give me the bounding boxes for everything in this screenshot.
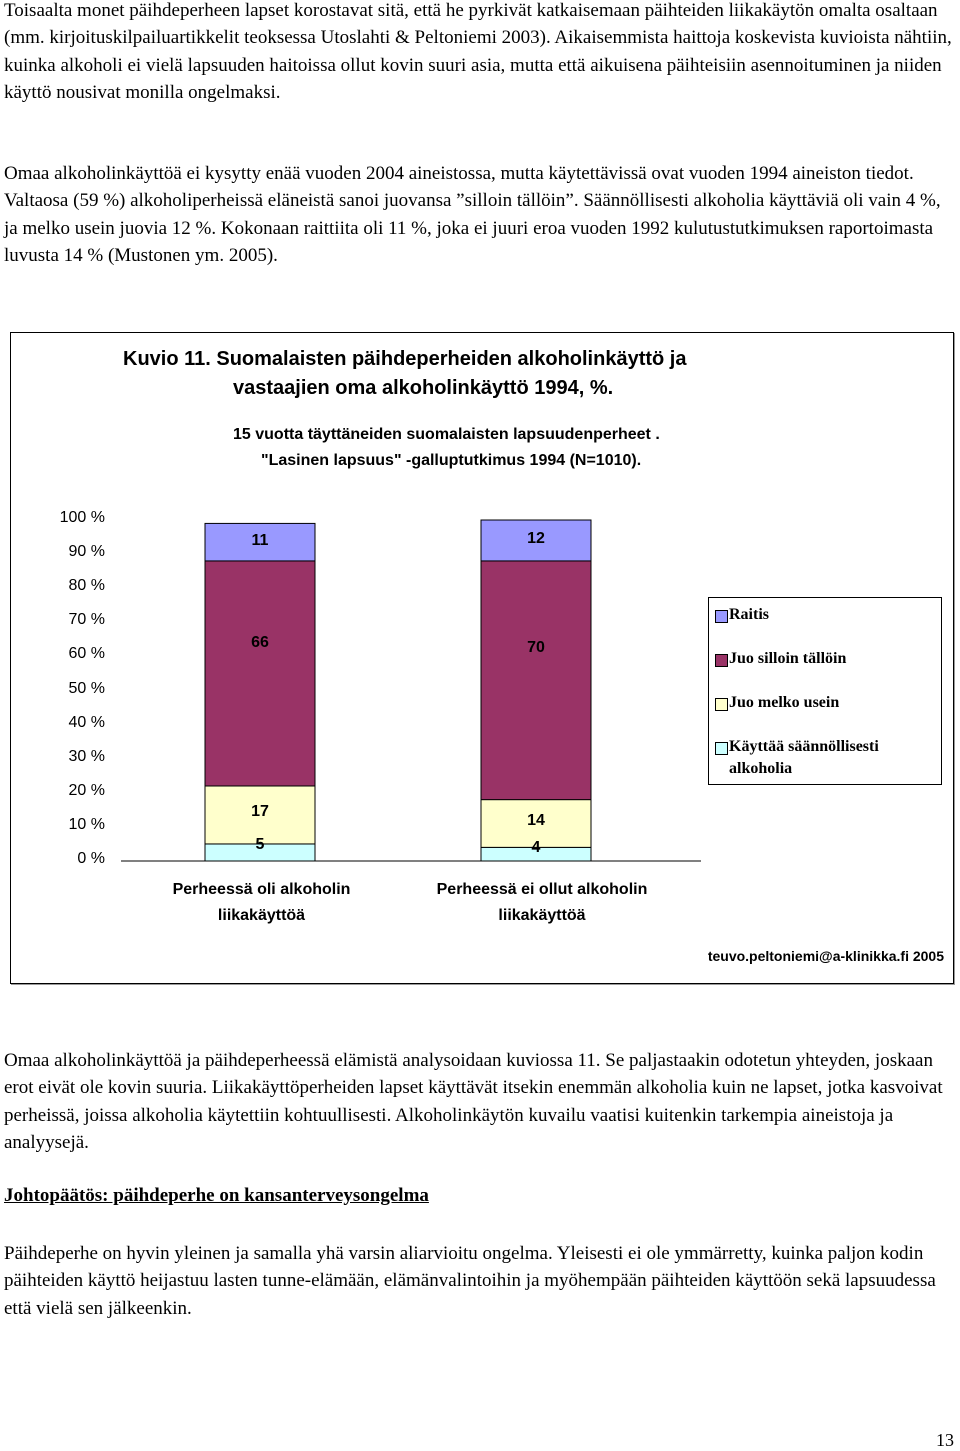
legend-swatch xyxy=(715,654,728,667)
bar-segment xyxy=(205,561,315,786)
y-tick-label: 100 % xyxy=(59,509,105,526)
y-tick-label: 10 % xyxy=(68,815,105,833)
paragraph-own-use: Omaa alkoholinkäyttöä ei kysytty enää vuoden 2004 aineistossa, mutta käytettävissä ovat vuoden 1994 aineiston tiedot. Valtaosa (59 %) alkoholiperheissä eläneistä sanoi juovansa ”silloin tällöin”. Säännöllisesti alkoholia käyttäviä oli vain 4 %, ja melko usein juovia 12 %. Kokonaan raittiita oli 11 %, joka ei juuri eroa vuoden 1992 kulutustutkimuksen raportoimasta luvusta 14 % (Mustonen ym. 2005). xyxy=(4,163,941,266)
chart-subtitle: 15 vuotta täyttäneiden suomalaisten lapsuudenperheet . xyxy=(233,426,660,443)
data-label: 17 xyxy=(251,802,269,820)
legend-label: Juo melko usein xyxy=(729,694,840,711)
category-label: Perheessä ei ollut alkoholin liikakäyttöä xyxy=(436,881,648,924)
legend-label: Käyttää säännöllisesti alkoholia xyxy=(729,738,879,777)
y-tick-label: 20 % xyxy=(68,781,105,799)
chart-title: Kuvio 11. Suomalaisten päihdeperheiden alkoholinkäyttö ja xyxy=(123,348,687,370)
y-tick-label: 0 % xyxy=(77,850,105,867)
legend-swatch xyxy=(715,698,728,711)
data-label: 5 xyxy=(255,835,265,853)
y-tick-label: 60 % xyxy=(68,645,105,663)
paragraph-conclusion: Päihdeperhe on hyvin yleinen ja samalla yhä varsin aliarvioitu ongelma. Yleisesti ei ole ymmärretty, kuinka paljon kodin päihteiden käyttö heijastuu lasten tunne-elämään, elämänvalintoihin ja myöhempään päihteiden käyttöön sekä lapsuudessa että vielä sen jälkeenkin. xyxy=(4,1243,936,1319)
chart-subtitle-line2: "Lasinen lapsuus" -galluptutkimus 1994 (N=1010). xyxy=(261,452,642,469)
chart-title-line2: vastaajien oma alkoholinkäyttö 1994, %. xyxy=(233,377,614,399)
legend-swatch xyxy=(715,742,728,755)
y-tick-label: 90 % xyxy=(68,543,105,561)
data-label: 66 xyxy=(251,634,269,652)
data-label: 11 xyxy=(251,532,269,550)
figure-11 xyxy=(10,332,954,984)
paragraph-intro: Toisaalta monet päihdeperheen lapset korostavat sitä, että he pyrkivät katkaisemaan päihteiden liikakäytön omalta osaltaan (mm. kirjoituskilpailuartikkelit teoksessa Utoslahti & Peltoniemi 2003). Aikaisemmista haittoja koskevista kuvioista nähtiin, kuinka alkoholi ei vielä lapsuuden haitoissa ollut kovin suuri asia, mutta että aikuisena päihteisiin asennoituminen ja niiden käyttö nousivat monilla ongelmaksi. xyxy=(4,0,952,103)
chart-credit: teuvo.peltoniemi@a-klinikka.fi 2005 xyxy=(707,948,944,964)
y-tick-label: 50 % xyxy=(68,679,105,697)
legend-swatch xyxy=(715,610,728,623)
bar-segment xyxy=(481,561,591,800)
chart-legend xyxy=(708,597,942,785)
paragraph-analysis: Omaa alkoholinkäyttöä ja päihdeperheessä elämistä analysoidaan kuviossa 11. Se paljastaakin odotetun yhteyden, joskaan erot eivät ole kovin suuria. Liikakäyttöperheiden lapset käyttävät itsekin enemmän alkoholia kuin ne lapset, jotka kasvoivat perheissä, joissa alkoholia käytettiin kohtuullisesti. Alkoholinkäytön kuvailu vaatisi kuitenkin tarkempia aineistoja ja analyysejä. xyxy=(4,1050,943,1153)
legend-label: Raitis xyxy=(729,606,769,623)
y-tick-label: 30 % xyxy=(68,747,105,765)
category-label: Perheessä oli alkoholin liikakäyttöä xyxy=(172,881,351,924)
page-number: 13 xyxy=(936,1430,954,1450)
section-heading: Johtopäätös: päihdeperhe on kansanterveysongelma xyxy=(4,1185,429,1206)
legend-label: Juo silloin tällöin xyxy=(729,650,847,667)
data-label: 4 xyxy=(531,839,541,857)
y-tick-label: 80 % xyxy=(68,577,105,595)
y-tick-label: 70 % xyxy=(68,611,105,629)
data-label: 14 xyxy=(527,811,545,829)
data-label: 70 xyxy=(527,639,545,657)
data-label: 12 xyxy=(527,530,545,548)
y-tick-label: 40 % xyxy=(68,713,105,731)
